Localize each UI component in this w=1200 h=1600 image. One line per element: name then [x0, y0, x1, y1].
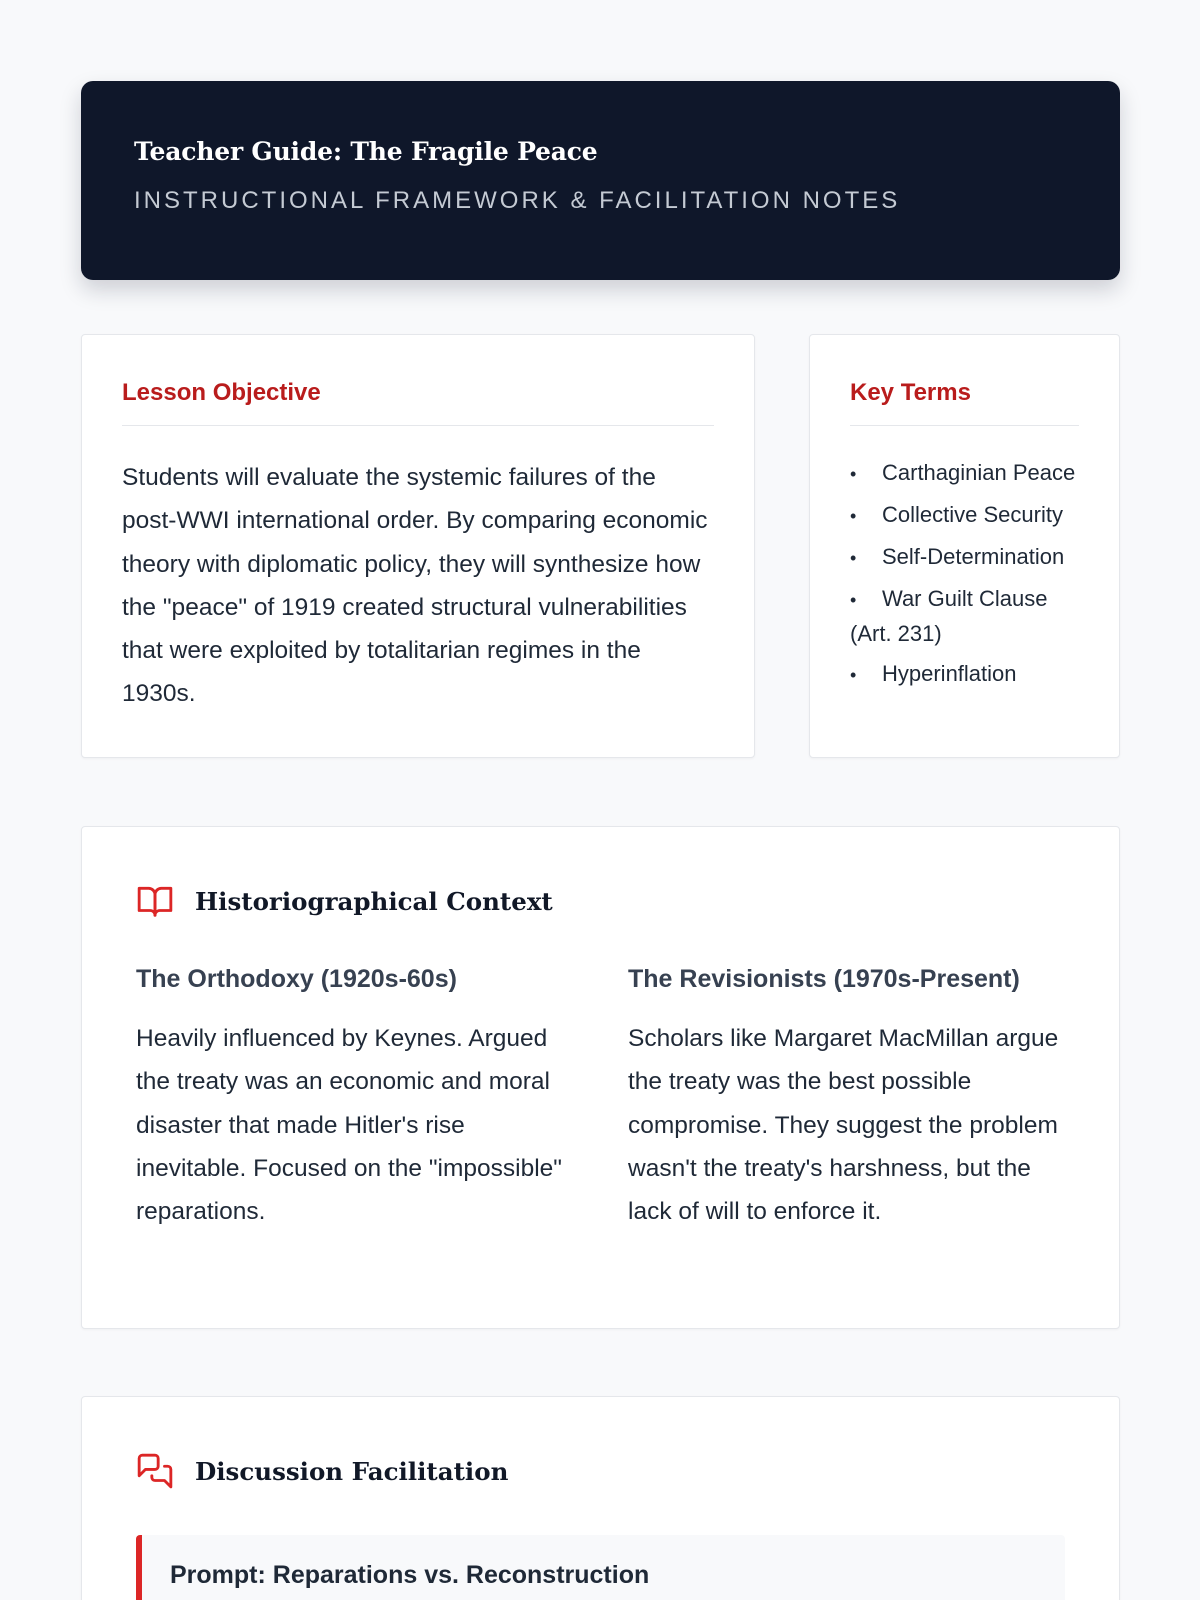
- discussion-prompt-title: Prompt: Reparations vs. Reconstruction: [170, 1561, 650, 1589]
- page-header: [81, 81, 1120, 280]
- book-open-icon: [136, 882, 174, 920]
- revisionists-text: Scholars like Margaret MacMillan argue the treaty was the best possible compromise. They suggest the problem wasn't the treaty's harshness, but the lack of will to enforce it.: [628, 1025, 1059, 1226]
- key-term-label: Hyperinflation: [882, 661, 1017, 686]
- lesson-objective-card: [81, 334, 755, 758]
- key-term-label: War Guilt Clause (Art. 231): [850, 586, 1048, 646]
- lesson-objective-heading: Lesson Objective: [122, 379, 714, 426]
- bullet-icon: •: [850, 464, 857, 484]
- page-subtitle: INSTRUCTIONAL FRAMEWORK & FACILITATION NOTES: [134, 187, 901, 214]
- discussion-prompt-box: [136, 1535, 1065, 1600]
- historiographical-context-card: [81, 826, 1120, 1329]
- key-term-item: [850, 657, 1079, 692]
- orthodoxy-column: [136, 963, 573, 1233]
- key-terms-heading: Key Terms: [850, 379, 1079, 426]
- discussion-section-title: Discussion Facilitation: [195, 1456, 509, 1486]
- key-term-item: [850, 582, 1079, 650]
- context-section-title: Historiographical Context: [195, 886, 553, 916]
- bullet-icon: •: [850, 506, 857, 526]
- context-columns: [136, 963, 1065, 1233]
- chat-bubbles-icon: [136, 1452, 174, 1490]
- bullet-icon: •: [850, 665, 857, 685]
- key-term-item: [850, 540, 1079, 575]
- revisionists-title: The Revisionists (1970s-Present): [628, 965, 1020, 993]
- key-term-item: [850, 498, 1079, 533]
- revisionists-column: [628, 963, 1065, 1233]
- key-term-label: Collective Security: [882, 502, 1063, 527]
- key-terms-card: [809, 334, 1120, 758]
- key-term-label: Self-Determination: [882, 544, 1065, 569]
- key-term-label: Carthaginian Peace: [882, 460, 1076, 485]
- page-title: Teacher Guide: The Fragile Peace: [134, 137, 598, 166]
- key-term-item: [850, 456, 1079, 491]
- lesson-objective-text: Students will evaluate the systemic failures of the post-WWI international order. By comparing economic theory with diplomatic policy, they will synthesize how the "peace" of 1919 created structural vulnerabilities that were exploited by totalitarian regimes in the 1930s.: [122, 464, 708, 708]
- orthodoxy-text: Heavily influenced by Keynes. Argued the treaty was an economic and moral disaster that made Hitler's rise inevitable. Focused on the "impossible" reparations.: [136, 1025, 562, 1226]
- context-section-header: [136, 883, 1065, 919]
- key-terms-list: [850, 456, 1079, 692]
- orthodoxy-title: The Orthodoxy (1920s-60s): [136, 965, 457, 993]
- bullet-icon: •: [850, 590, 857, 610]
- bullet-icon: •: [850, 548, 857, 568]
- discussion-facilitation-card: [81, 1396, 1120, 1600]
- discussion-section-header: [136, 1453, 1065, 1489]
